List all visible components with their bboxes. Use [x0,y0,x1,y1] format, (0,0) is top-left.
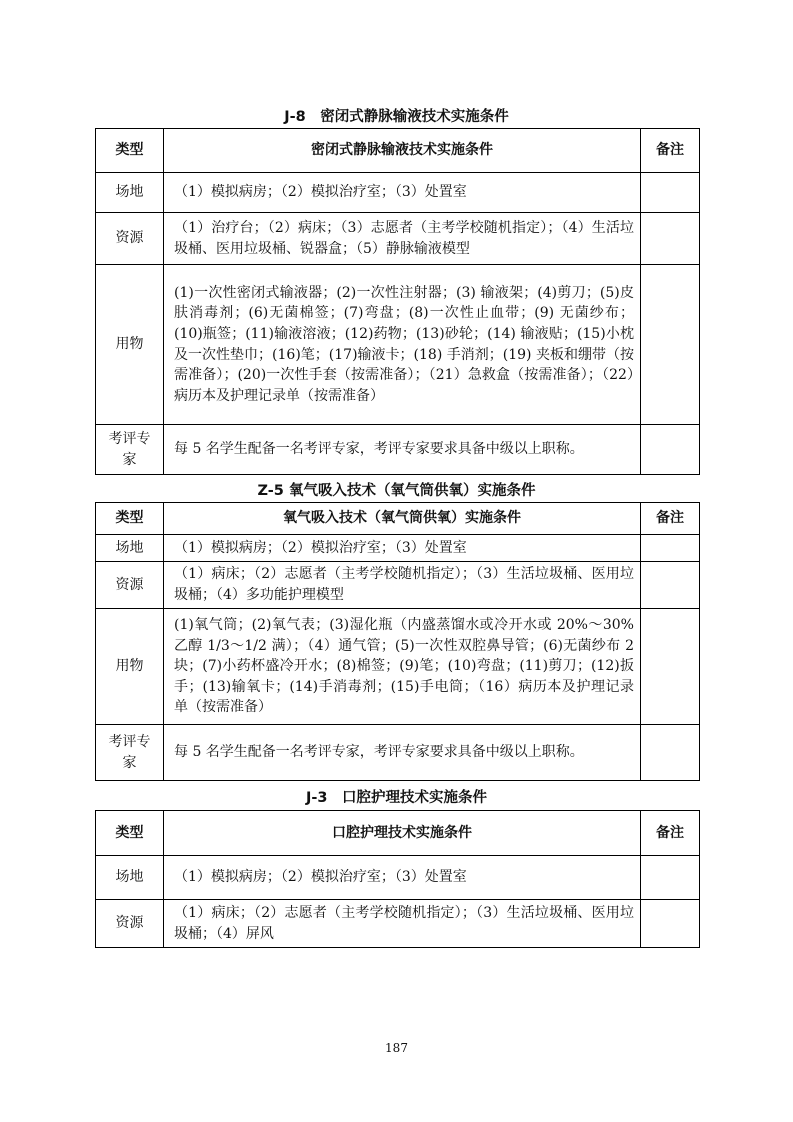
row-type: 场地 [96,535,164,562]
section-title-z5: Z-5 氧气吸入技术（氧气筒供氧）实施条件 [257,483,536,499]
table-row [96,173,700,213]
row-note [641,900,700,948]
row-content: （1）治疗台；（2）病床；（3）志愿者（主考学校随机指定）；（4）生活垃圾桶、医用垃圾桶、锐器盒；（5）静脉输液模型 [164,213,641,265]
row-content: （1）模拟病房；（2）模拟治疗室；（3）处置室 [164,856,641,900]
header-note: 备注 [641,811,700,856]
table-row [96,535,700,562]
table-row [96,213,700,265]
row-type: 考评专家 [96,725,164,781]
row-note [641,609,700,725]
header-note: 备注 [641,503,700,535]
header-condition: 氧气吸入技术（氧气筒供氧）实施条件 [164,503,641,535]
row-note [641,173,700,213]
row-note [641,562,700,609]
row-type: 场地 [96,173,164,213]
header-type: 类型 [96,503,164,535]
table-header-row [96,503,700,535]
table-oxygen-inhalation [95,502,700,781]
section-title-j8: J-8 密闭式静脉输液技术实施条件 [284,109,509,125]
row-note [641,425,700,475]
row-content: 每 5 名学生配备一名考评专家，考评专家要求具备中级以上职称。 [164,725,641,781]
page-number: 187 [385,1041,408,1055]
row-content: (1)氧气筒；(2)氧气表；(3)湿化瓶（内盛蒸馏水或冷开水或 20%～30%乙醇 1/3～1/2 满）；（4）通气管；(5)一次性双腔鼻导管；(6)无菌纱布 2 块；(7)小药杯盛冷开水；(8)棉签；(9)笔；(10)弯盘；(11)剪刀；(12)扳手；(13)输氧卡；(14)手消毒剂；(15)手电筒；（16）病历本及护理记录单（按需准备） [164,609,641,725]
table-row [96,425,700,475]
row-type: 资源 [96,213,164,265]
header-condition: 密闭式静脉输液技术实施条件 [164,129,641,173]
section-title-j3: J-3 口腔护理技术实施条件 [305,790,487,806]
table-row [96,265,700,425]
row-type: 场地 [96,856,164,900]
header-type: 类型 [96,811,164,856]
row-note [641,535,700,562]
table-row [96,725,700,781]
table-header-row [96,129,700,173]
row-content: (1)一次性密闭式输液器；(2)一次性注射器；(3) 输液架；(4)剪刀；(5)皮肤消毒剂；(6)无菌棉签；(7)弯盘；(8)一次性止血带；(9) 无菌纱布；(10)瓶签；(11)输液溶液；(12)药物；(13)砂轮；(14) 输液贴；(15)小枕及一次性垫巾；(16)笔；(17)输液卡；(18) 手消剂；(19) 夹板和绷带（按需准备）；(20)一次性手套（按需准备）；（21）急救盒（按需准备）；（22）病历本及护理记录单（按需准备） [164,265,641,425]
row-note [641,725,700,781]
row-note [641,213,700,265]
row-content: 每 5 名学生配备一名考评专家，考评专家要求具备中级以上职称。 [164,425,641,475]
row-note [641,265,700,425]
row-content: （1）病床；（2）志愿者（主考学校随机指定）；（3）生活垃圾桶、医用垃圾桶；（4）多功能护理模型 [164,562,641,609]
row-type: 用物 [96,265,164,425]
table-row [96,856,700,900]
row-type: 用物 [96,609,164,725]
header-note: 备注 [641,129,700,173]
table-oral-care [95,810,700,948]
row-content: （1）病床；（2）志愿者（主考学校随机指定）；（3）生活垃圾桶、医用垃圾桶；（4）屏风 [164,900,641,948]
row-type: 考评专家 [96,425,164,475]
row-content: （1）模拟病房；（2）模拟治疗室；（3）处置室 [164,173,641,213]
table-header-row [96,811,700,856]
header-condition: 口腔护理技术实施条件 [164,811,641,856]
table-row [96,900,700,948]
table-iv-infusion [95,128,700,475]
row-type: 资源 [96,562,164,609]
header-type: 类型 [96,129,164,173]
row-note [641,856,700,900]
row-content: （1）模拟病房；（2）模拟治疗室；（3）处置室 [164,535,641,562]
row-type: 资源 [96,900,164,948]
table-row [96,609,700,725]
table-row [96,562,700,609]
